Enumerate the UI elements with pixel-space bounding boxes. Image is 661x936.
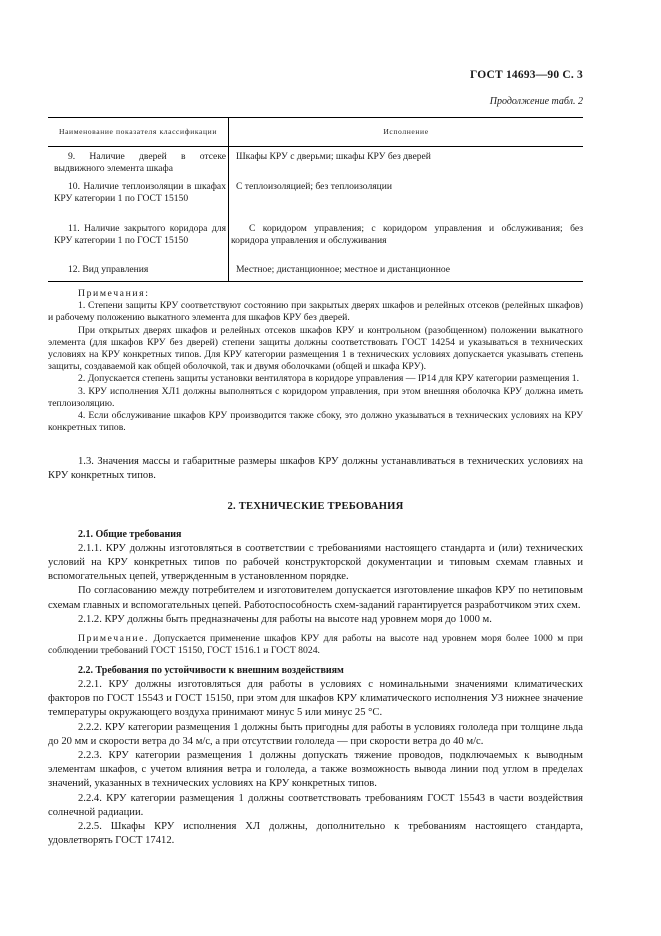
column-header-indicator: Наименование показателя классификации [48,118,229,146]
table-row [48,264,583,282]
column-header-execution: Исполнение [383,127,429,136]
note-item: 2. Допускается степень защиты установки вентилятора в коридоре управления — IP14 для КРУ категории размещения 1. [78,373,580,385]
row-execution: С коридором управления; с коридором управления и обслуживания; без коридора управления и обслуживания [231,223,583,246]
note-item: 3. КРУ исполнения ХЛ1 должны выполняться с коридором управления, при этом внешняя оболочка КРУ должна иметь теплоизоляцию. [48,385,583,409]
note-item: При открытых дверях шкафов и релейных отсеков шкафов КРУ и контрольном (разобщенном) положении выкатного элемента (для шкафов КРУ без дверей) степени защиты должны соответствовать ГОСТ 14254 и указываться в технических условиях на КРУ конкретных типов. Для КРУ категории размещения 1 в технических условиях допускается указывать степень защиты, создаваемой как общей оболочкой, так и двумя оболочками (общей и шкафа КРУ). [48,324,583,373]
paragraph-2-2-5: 2.2.5. Шкафы КРУ исполнения ХЛ должны, дополнительно к требованиям настоящего стандарта, удовлетворять ГОСТ 17412. [48,821,583,847]
paragraph-2-2-3: 2.2.3. КРУ категории размещения 1 должны допускать тяжение проводов, подключаемых к выводным элементам шкафов, с учетом влияния ветра и гололеда, а также возможность вывода линии под углом в пределах значений, указанных в технических условиях на КРУ конкретных типов. [48,750,583,790]
row-indicator: 12. Вид управления [68,264,149,275]
row-execution: С теплоизоляцией; без теплоизоляции [236,181,393,192]
note-item: 4. Если обслуживание шкафов КРУ производится также сбоку, это должно указываться в технических условиях на КРУ конкретных типов. [48,410,583,434]
document-body [48,455,583,848]
paragraph-1-3: 1.3. Значения массы и габаритные размеры шкафов КРУ должны устанавливаться в технических условиях на КРУ конкретных типов. [48,456,583,482]
table-row [48,181,583,223]
inline-note-text: Допускается применение шкафов КРУ для работы на высоте над уровнем моря более 1000 м при соблюдении требований ГОСТ 15150, ГОСТ 1516.1 и ГОСТ 8024. [48,633,583,657]
row-indicator: 10. Наличие теплоизоляции в шкафах КРУ категории 1 по ГОСТ 15150 [54,181,226,204]
row-execution: Шкафы КРУ с дверьми; шкафы КРУ без дверей [236,151,431,162]
notes-heading: Примечания: [78,288,150,299]
row-execution: Местное; дистанционное; местное и дистанционное [236,264,451,275]
subsection-heading: 2.2. Требования по устойчивости к внешним воздействиям [78,664,344,676]
paragraph-2-1-2: 2.1.2. КРУ должны быть предназначены для работы на высоте над уровнем моря до 1000 м. [78,613,492,625]
paragraph-2-1-1: 2.1.1. КРУ должны изготовляться в соответствии с требованиями настоящего стандарта и (или) технических условий на КРУ конкретных типов по рабочей конструкторской документации и типовым схемам главных и вспомогательных цепей, утвержденным в установленном порядке. [48,542,583,583]
table-header [48,117,583,147]
section-title: 2. ТЕХНИЧЕСКИЕ ТРЕБОВАНИЯ [227,501,404,513]
paragraph-2-2-1: 2.2.1. КРУ должны изготовляться для работы в условиях с номинальными значениями климатических факторов по ГОСТ 15543 и ГОСТ 15150, при этом для шкафов КРУ климатического исполнения УЗ нижнее значение температуры окружающего воздуха принимают минус 5 или минус 25 °С. [48,679,583,719]
note-item: 1. Степени защиты КРУ соответствуют состоянию при закрытых дверях шкафов и релейных отсеков (релейных шкафов) и рабочему положению выкатного элемента для шкафов КРУ без дверей. [48,300,583,324]
subsection-heading: 2.1. Общие требования [78,528,182,540]
inline-note [48,633,583,658]
table-row [48,147,583,181]
classification-table [48,117,583,282]
row-indicator: 11. Наличие закрытого коридора для КРУ категории 1 по ГОСТ 15150 [54,223,226,246]
paragraph-2-1-1b: По согласованию между потребителем и изготовителем допускается изготовление шкафов КРУ по нетиповым схемам главных и вспомогательных цепей. Работоспособность схем-заданий гарантируется разработчиком этих схем. [48,585,583,611]
table-body [48,147,583,282]
table-notes [48,288,583,434]
table-continuation-label: Продолжение табл. 2 [489,96,583,107]
inline-note-heading: Примечание. [78,633,150,645]
row-indicator: 9. Наличие дверей в отсеке выдвижного элемента шкафа [54,151,226,174]
standard-header: ГОСТ 14693—90 С. 3 [470,69,583,81]
paragraph-2-2-2: 2.2.2. КРУ категории размещения 1 должны быть пригодны для работы в условиях гололеда при толщине льда до 20 мм и скорости ветра до 34 м/с, а при отсутствии гололеда — при скорости ветра до 40 м/с. [48,721,583,747]
paragraph-2-2-4: 2.2.4. КРУ категории размещения 1 должны соответствовать требованиям ГОСТ 15543 в части воздействия солнечной радиации. [48,792,583,818]
table-row [48,223,583,264]
column-divider [228,147,229,282]
